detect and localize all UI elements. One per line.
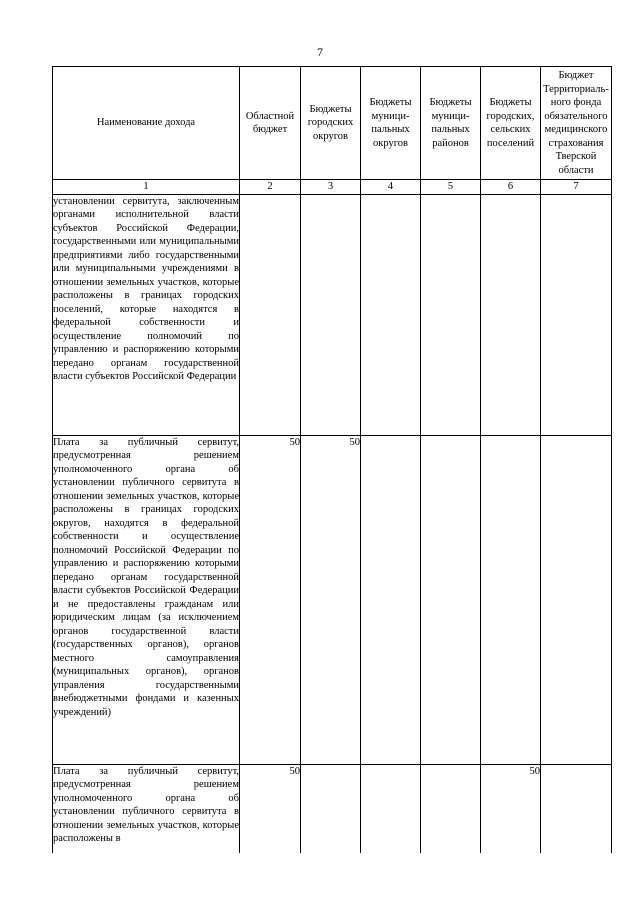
header-medical-insurance-fund-budget: Бюджет Территориаль-ного фонда обязательного медицинского страхования Тверской области bbox=[541, 67, 612, 180]
value-cell bbox=[541, 194, 612, 435]
column-number: 2 bbox=[240, 180, 301, 195]
value-cell bbox=[421, 764, 481, 853]
table-header-row bbox=[53, 67, 612, 180]
value-cell bbox=[481, 435, 541, 764]
income-name-cell: установлении сервитута, заключенным органами исполнительной власти субъектов Российской Федерации, государственными или муниципальными предприятиями либо государственными или муниципальными учреждениями в отношении земельных участков, которые расположены в границах городских поселений, которые находятся в федеральной собственности и осуществление полномочий по управлению и распоряжению которыми передано органам государственной власти субъектов Российской Федерации bbox=[53, 194, 240, 435]
value-cell: 50 bbox=[240, 764, 301, 853]
table-row bbox=[53, 764, 612, 853]
value-cell bbox=[421, 435, 481, 764]
table-row bbox=[53, 194, 612, 435]
header-settlements-budgets: Бюджеты городских, сельских поселений bbox=[481, 67, 541, 180]
value-cell bbox=[361, 194, 421, 435]
column-number: 5 bbox=[421, 180, 481, 195]
income-name-cell: Плата за публичный сервитут, предусмотренная решением уполномоченного органа об установлении публичного сервитута в отношении земельных участков, которые расположены в bbox=[53, 764, 240, 853]
header-municipal-districts-budgets: Бюджеты муници-пальных округов bbox=[361, 67, 421, 180]
column-number: 1 bbox=[53, 180, 240, 195]
value-cell: 50 bbox=[481, 764, 541, 853]
table-row bbox=[53, 435, 612, 764]
value-cell bbox=[301, 194, 361, 435]
header-municipal-regions-budgets: Бюджеты муници-пальных районов bbox=[421, 67, 481, 180]
header-regional-budget: Областной бюджет bbox=[240, 67, 301, 180]
value-cell bbox=[541, 435, 612, 764]
income-name-cell: Плата за публичный сервитут, предусмотренная решением уполномоченного органа об установлении публичного сервитута в отношении земельных участков, которые расположены в границах городских округов, находятся в федеральной собственности и осуществление полномочий Российской Федерации по управлению и распоряжению которыми передано органам государственной власти субъектов Российской Федерации и не предоставлены гражданам или юридическим лицам (за исключением органов государственной власти (государственных органов), органов местного самоуправления (муниципальных органов), органов управления государственными внебюджетными фондами и казенных учреждений) bbox=[53, 435, 240, 764]
header-income-name: Наименование дохода bbox=[53, 67, 240, 180]
column-numbers-row bbox=[53, 180, 612, 195]
value-cell bbox=[301, 764, 361, 853]
value-cell: 50 bbox=[240, 435, 301, 764]
column-number: 3 bbox=[301, 180, 361, 195]
column-number: 6 bbox=[481, 180, 541, 195]
income-distribution-table bbox=[52, 66, 612, 853]
column-number: 4 bbox=[361, 180, 421, 195]
value-cell bbox=[481, 194, 541, 435]
header-city-districts-budgets: Бюджеты городских округов bbox=[301, 67, 361, 180]
value-cell bbox=[541, 764, 612, 853]
column-number: 7 bbox=[541, 180, 612, 195]
value-cell: 50 bbox=[301, 435, 361, 764]
page-number: 7 bbox=[317, 45, 323, 59]
value-cell bbox=[240, 194, 301, 435]
value-cell bbox=[361, 764, 421, 853]
value-cell bbox=[361, 435, 421, 764]
value-cell bbox=[421, 194, 481, 435]
